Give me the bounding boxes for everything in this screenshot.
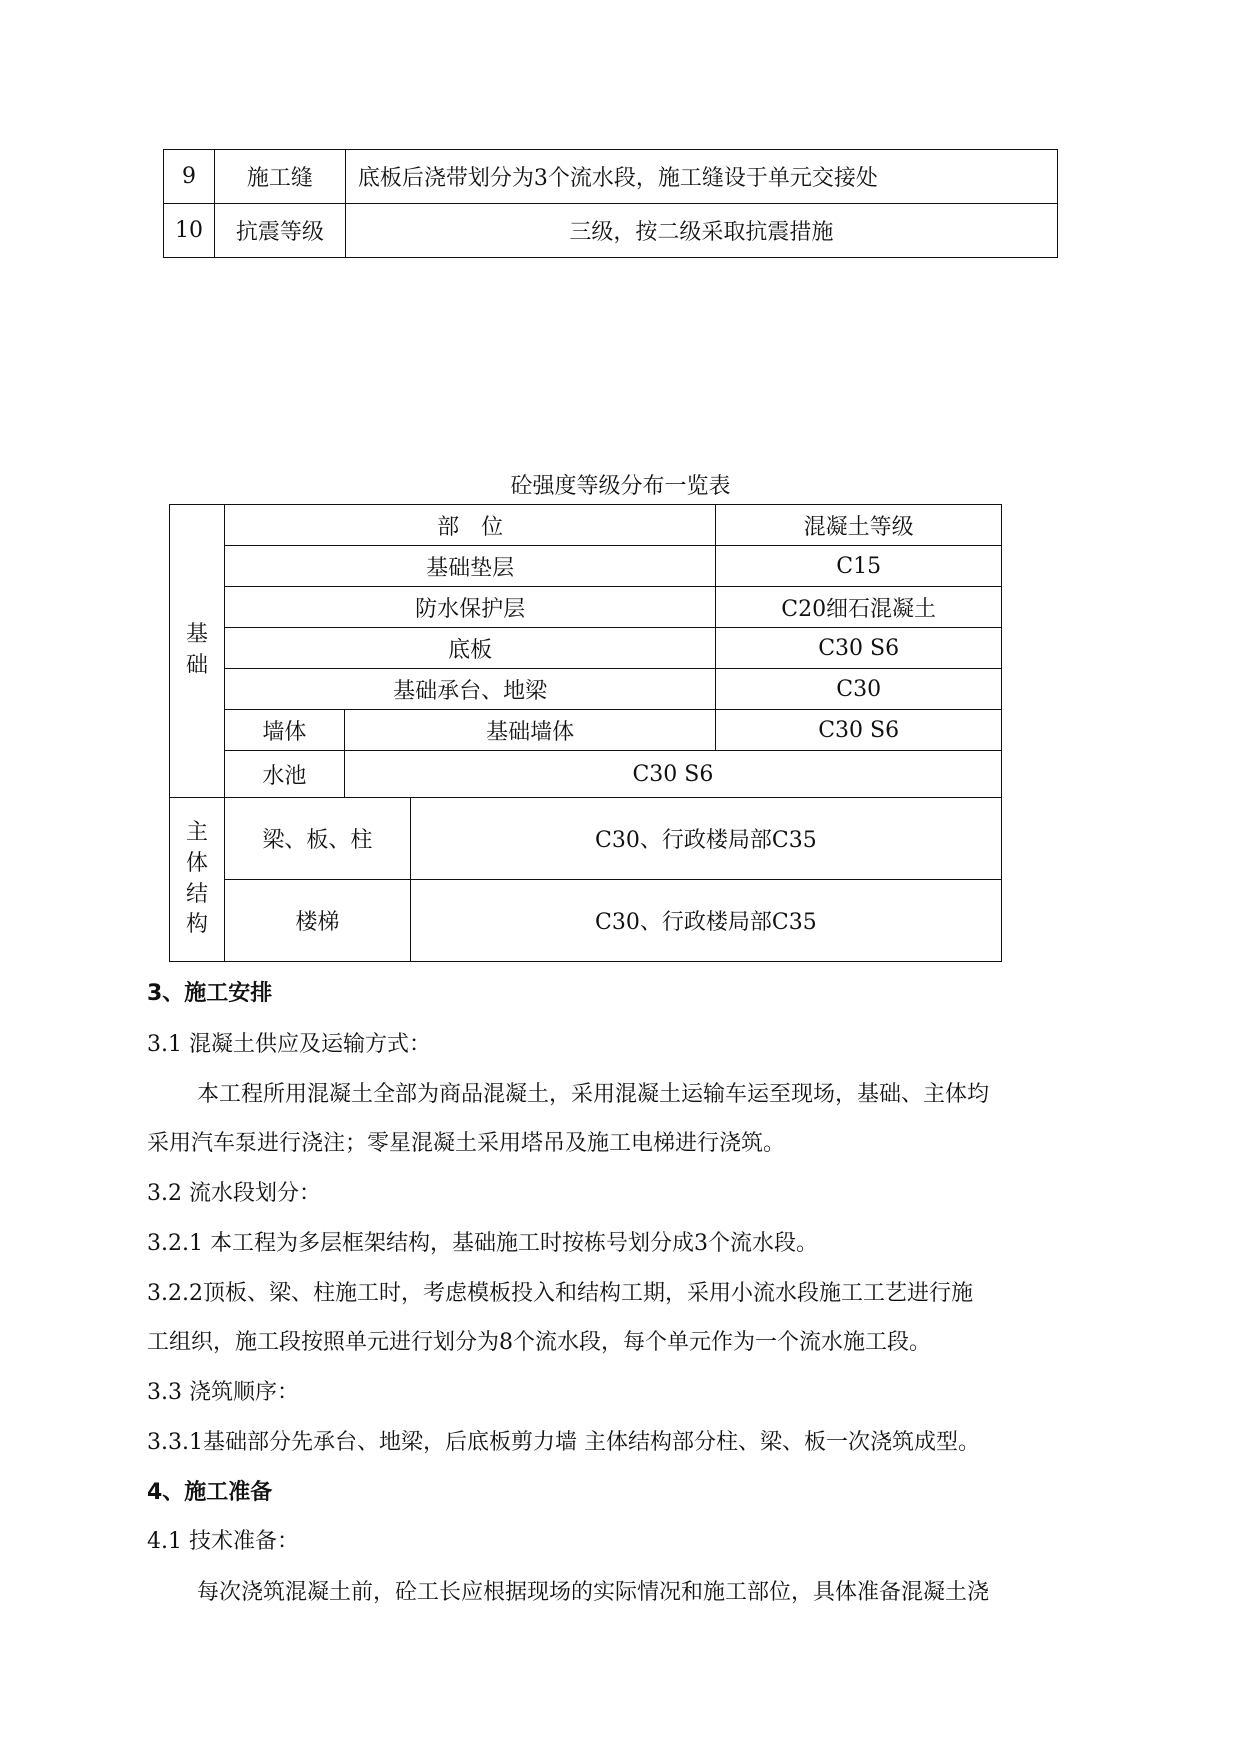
row-number: 10	[164, 204, 215, 258]
table-row	[170, 587, 1002, 628]
paragraph: 采用汽车泵进行浇注；零星混凝土采用塔吊及施工电梯进行浇筑。	[147, 1131, 786, 1156]
paragraph: 每次浇筑混凝土前，砼工长应根据现场的实际情况和施工部位，具体准备混凝土浇	[197, 1580, 990, 1605]
position-cell: 楼梯	[224, 880, 410, 962]
row-item: 施工缝	[214, 150, 345, 204]
header-grade: 混凝土等级	[716, 505, 1002, 546]
grade-cell: C30、行政楼局部C35	[410, 798, 1001, 880]
table-row	[170, 669, 1002, 710]
grade-cell: C20细石混凝土	[716, 587, 1002, 628]
position-cell: 基础承台、地梁	[224, 669, 715, 710]
row-number: 9	[164, 150, 215, 204]
position-cell: 防水保护层	[224, 587, 715, 628]
table-caption: 砼强度等级分布一览表	[510, 474, 731, 499]
table-row	[170, 751, 1002, 798]
grade-cell: C30、行政楼局部C35	[410, 880, 1001, 962]
grade-cell: C30 S6	[716, 628, 1002, 669]
table-row	[170, 880, 1002, 962]
paragraph: 3.3.1基础部分先承台、地梁，后底板剪力墙 主体结构部分柱、梁、板一次浇筑成型。	[147, 1430, 980, 1455]
subsection-3-1: 3.1 混凝土供应及运输方式：	[147, 1032, 431, 1057]
paragraph: 本工程所用混凝土全部为商品混凝土，采用混凝土运输车运至现场，基础、主体均	[197, 1082, 990, 1107]
construction-info-table	[163, 149, 1058, 258]
row-item: 抗震等级	[214, 204, 345, 258]
grade-cell: C15	[716, 546, 1002, 587]
paragraph: 3.2.2顶板、梁、柱施工时，考虑模板投入和结构工期，采用小流水段施工工艺进行施	[147, 1281, 973, 1306]
structure-group-label: 主 体 结 构	[170, 798, 225, 962]
row-content: 三级，按二级采取抗震措施	[345, 204, 1057, 258]
table-row	[170, 628, 1002, 669]
wall-label: 墙体	[224, 710, 344, 751]
position-cell: 基础墙体	[344, 710, 715, 751]
table-header-row	[170, 505, 1002, 546]
pool-label: 水池	[224, 751, 344, 798]
row-content: 底板后浇带划分为3个流水段，施工缝设于单元交接处	[345, 150, 1057, 204]
position-cell: 基础垫层	[224, 546, 715, 587]
table-row	[170, 798, 1002, 880]
position-cell: 底板	[224, 628, 715, 669]
paragraph: 工组织，施工段按照单元进行划分为8个流水段，每个单元作为一个流水施工段。	[147, 1330, 931, 1355]
table-row	[164, 204, 1058, 258]
grade-cell: C30	[716, 669, 1002, 710]
header-position: 部 位	[224, 505, 715, 546]
table-row	[170, 710, 1002, 751]
position-cell: 梁、板、柱	[224, 798, 410, 880]
section-heading-4: 4、施工准备	[147, 1480, 273, 1505]
table-row	[164, 150, 1058, 204]
paragraph: 3.2.1 本工程为多层框架结构，基础施工时按栋号划分成3个流水段。	[147, 1231, 818, 1256]
subsection-3-3: 3.3 浇筑顺序：	[147, 1380, 299, 1405]
concrete-grade-table	[169, 504, 1002, 962]
subsection-4-1: 4.1 技术准备：	[147, 1529, 299, 1554]
grade-cell: C30 S6	[716, 710, 1002, 751]
grade-cell: C30 S6	[344, 751, 1001, 798]
foundation-group-label: 基 础	[170, 505, 225, 798]
table-row	[170, 546, 1002, 587]
section-heading-3: 3、施工安排	[147, 981, 273, 1006]
subsection-3-2: 3.2 流水段划分：	[147, 1181, 321, 1206]
